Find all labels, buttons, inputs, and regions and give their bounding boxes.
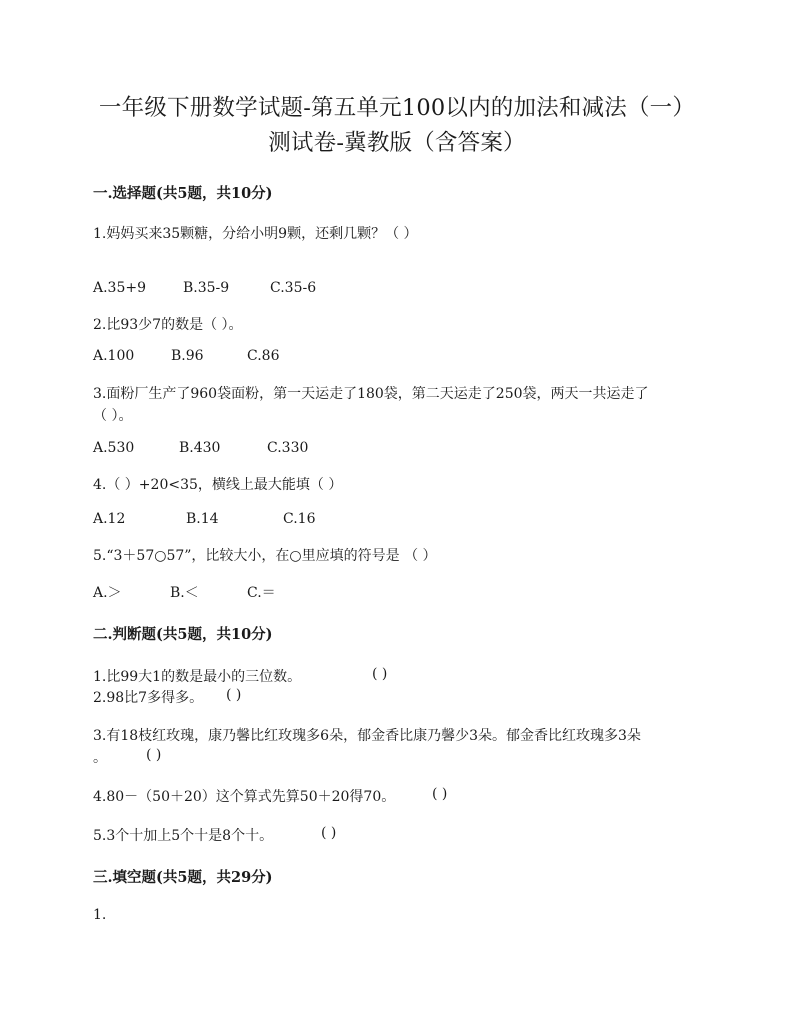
choice-5-option-a: A.＞ — [93, 585, 122, 601]
choice-3-option-a: A.530 — [93, 440, 135, 456]
judgement-1-answer-blank: ( ) — [372, 666, 388, 682]
judgement-question-3-line2: 。 — [93, 750, 107, 766]
document-title-line1: 一年级下册数学试题-第五单元100以内的加法和减法（一） — [98, 95, 696, 121]
choice-1-option-b: B.35-9 — [183, 280, 230, 296]
judgement-2-answer-blank: ( ) — [226, 687, 242, 703]
choice-5-option-b: B.＜ — [170, 585, 199, 601]
choice-2-option-a: A.100 — [93, 348, 135, 364]
choice-question-4: 4.（ ）+20<35，横线上最大能填（ ） — [93, 477, 343, 493]
judgement-question-4: 4.80－（50＋20）这个算式先算50＋20得70。 — [93, 789, 396, 805]
choice-question-3-line2: （ ）。 — [93, 408, 133, 424]
choice-4-option-c: C.16 — [283, 511, 316, 527]
choice-3-option-c: C.330 — [267, 440, 309, 456]
judgement-question-1: 1.比99大1的数是最小的三位数。 — [93, 669, 302, 685]
choice-3-option-b: B.430 — [179, 440, 221, 456]
section-heading-judgement: 二.判断题(共5题，共10分) — [93, 626, 273, 643]
choice-2-option-b: B.96 — [171, 348, 204, 364]
choice-1-option-a: A.35+9 — [93, 280, 147, 296]
choice-question-3-line1: 3.面粉厂生产了960袋面粉，第一天运走了180袋，第二天运走了250袋，两天一共运走了 — [93, 386, 649, 402]
judgement-question-5: 5.3个十加上5个十是8个十。 — [93, 828, 274, 844]
choice-4-option-b: B.14 — [186, 511, 219, 527]
section-heading-fill-blank: 三.填空题(共5题，共29分) — [93, 869, 273, 886]
judgement-question-2: 2.98比7多得多。 — [93, 690, 204, 706]
choice-2-option-c: C.86 — [247, 348, 280, 364]
choice-question-1: 1.妈妈买来35颗糖，分给小明9颗，还剩几颗？（ ） — [93, 226, 418, 242]
judgement-question-3-line1: 3.有18枝红玫瑰，康乃馨比红玫瑰多6朵，郁金香比康乃馨少3朵。郁金香比红玫瑰多3朵 — [93, 728, 641, 744]
choice-5-option-c: C.＝ — [247, 585, 276, 601]
section-heading-choice: 一.选择题(共5题，共10分) — [93, 185, 273, 202]
document-title-line2: 测试卷-冀教版（含答案） — [268, 130, 526, 156]
fill-blank-question-1: 1. — [93, 907, 107, 923]
choice-1-option-c: C.35-6 — [270, 280, 317, 296]
judgement-5-answer-blank: ( ) — [321, 825, 337, 841]
choice-question-2: 2.比93少7的数是（ ）。 — [93, 317, 243, 333]
judgement-4-answer-blank: ( ) — [432, 786, 448, 802]
judgement-3-answer-blank: ( ) — [146, 747, 162, 763]
choice-4-option-a: A.12 — [93, 511, 126, 527]
choice-question-5: 5.“3＋57○57”，比较大小，在○里应填的符号是 （ ） — [93, 548, 437, 564]
